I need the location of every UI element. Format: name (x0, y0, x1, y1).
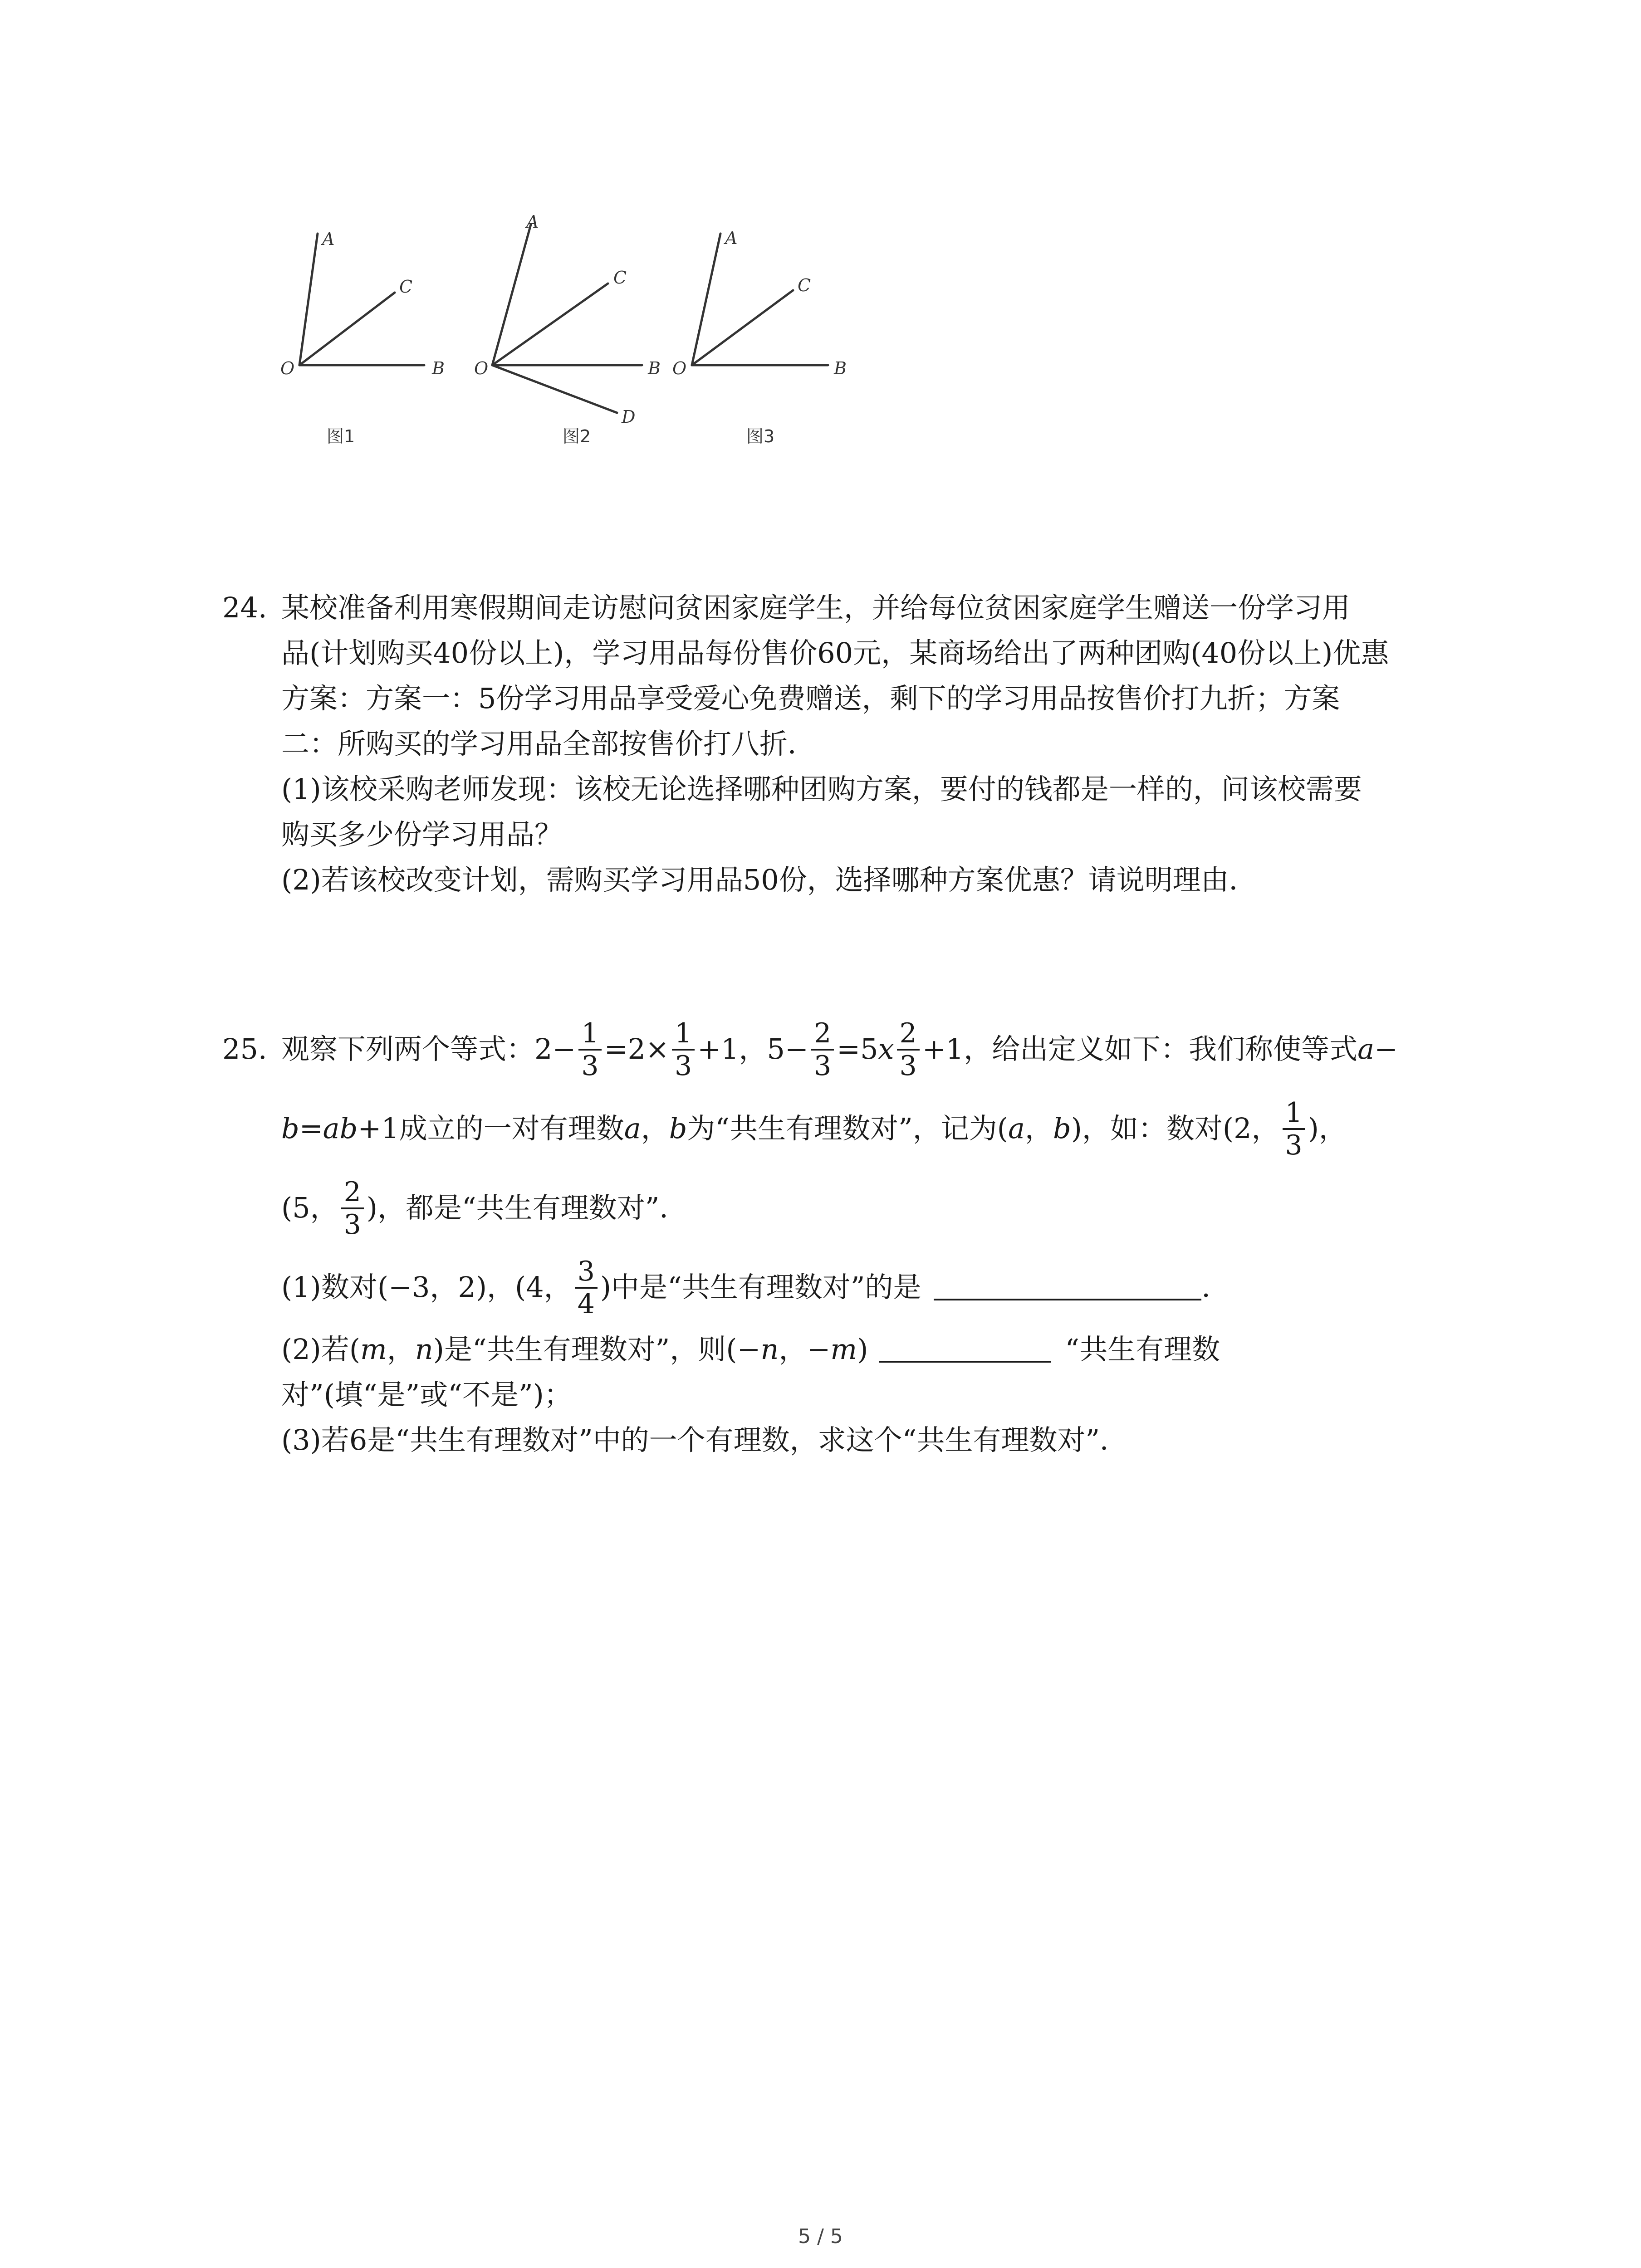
q24-line-4: 二：所购买的学习用品全部按售价打八折． (281, 727, 816, 760)
q25-var-a: a (1008, 1112, 1025, 1145)
fig3-label-b: B (834, 358, 847, 378)
q25-var-m: m (360, 1333, 387, 1366)
fraction-three-quarters (575, 1256, 598, 1320)
fraction-numerator: 2 (811, 1018, 834, 1051)
q25-l1-t3: +1，5− (697, 1032, 808, 1066)
q25-line-3 (222, 1168, 1447, 1247)
q25-l2-t1: = (299, 1112, 323, 1145)
q25-var-m: m (830, 1333, 857, 1366)
q25-var-n: n (415, 1333, 433, 1366)
q25-var-a: a (624, 1112, 641, 1145)
q25-l1-t1: 观察下列两个等式：2− (281, 1032, 576, 1066)
fig3-ray-oc (692, 290, 793, 365)
q25-part-3: (3)若6是“共生有理数对”中的一个有理数，求这个“共生有理数对”． (281, 1423, 1128, 1457)
fig2-label-b: B (648, 358, 661, 378)
fraction-denominator: 3 (674, 1050, 692, 1082)
fraction-numerator: 1 (578, 1018, 601, 1051)
q25-l3-t1: (5， (281, 1191, 338, 1224)
q24-part-1-line-2: 购买多少份学习用品？ (281, 818, 563, 851)
fraction-numerator: 2 (341, 1177, 364, 1209)
figure-1 (280, 229, 445, 446)
question-24 (222, 585, 1447, 903)
fraction-denominator: 3 (343, 1208, 361, 1241)
q25-l2-t3: ， (641, 1112, 669, 1145)
q24-number: 24. (222, 591, 267, 624)
q25-p2-t3: )是“共生有理数对”，则(− (433, 1333, 761, 1366)
fig2-ray-oa (492, 225, 531, 365)
fig3-ray-oa (692, 234, 720, 365)
q25-number: 25. (222, 1032, 267, 1066)
fraction-denominator: 3 (899, 1050, 917, 1082)
angle-figures (272, 213, 907, 467)
fig2-caption: 图2 (563, 426, 591, 446)
fraction-numerator: 2 (897, 1018, 920, 1051)
fig2-label-c: C (613, 268, 627, 288)
fig2-ray-oc (492, 284, 608, 365)
fraction-numerator: 1 (1283, 1097, 1305, 1130)
fraction-two-thirds (341, 1177, 364, 1240)
fig3-label-c: C (798, 275, 811, 295)
fraction-two-thirds (897, 1018, 920, 1081)
q25-p2-t5: ) (857, 1333, 868, 1366)
q25-p1-t1: (1)数对(−3，2)，(4， (281, 1271, 572, 1304)
fig2-label-a: A (526, 212, 539, 232)
q25-var-b: b (281, 1112, 299, 1145)
fraction-one-third (578, 1018, 601, 1081)
fig3-label-a: A (725, 228, 738, 248)
q25-p2-t2: ， (387, 1333, 415, 1366)
fig2-label-d: D (622, 407, 636, 427)
fraction-numerator: 3 (575, 1256, 598, 1289)
fig1-ray-oa (299, 234, 318, 365)
figures-svg (272, 213, 907, 467)
q25-p2-t6: “共生有理数 (1065, 1333, 1220, 1366)
q24-part-2: (2)若该校改变计划，需购买学习用品50份，选择哪种方案优惠？请说明理由． (281, 863, 1257, 896)
q25-line-1 (222, 1009, 1447, 1089)
fig1-label-c: C (399, 277, 413, 297)
q25-l2-t6: )，如：数对(2， (1071, 1112, 1280, 1145)
q25-part-2-line-1 (222, 1327, 1447, 1372)
q25-var-b: b (1053, 1112, 1071, 1145)
q25-l3-t2: )，都是“共生有理数对”． (366, 1191, 688, 1224)
fraction-one-third (672, 1018, 695, 1081)
q25-line-2 (222, 1089, 1447, 1168)
q25-l1-t4: =5 (837, 1032, 878, 1066)
fig3-label-o: O (672, 358, 687, 378)
fig1-label-a: A (322, 229, 335, 249)
q24-line-3: 方案：方案一：5份学习用品享受爱心免费赠送，剩下的学习用品按售价打九折；方案 (281, 682, 1340, 715)
q25-p1-t3: ． (1201, 1271, 1230, 1304)
q24-line-1 (222, 585, 1447, 631)
fraction-numerator: 1 (672, 1018, 695, 1051)
fig3-caption: 图3 (746, 426, 775, 446)
question-25 (222, 1009, 1447, 1463)
q25-l1-t2: =2× (604, 1032, 669, 1066)
answer-blank-1[interactable] (934, 1271, 1201, 1300)
q25-l2-t2: +1成立的一对有理数 (358, 1112, 624, 1145)
q25-var-x: x (878, 1032, 894, 1066)
q25-l1-t6: − (1374, 1032, 1398, 1066)
fraction-denominator: 3 (581, 1050, 599, 1082)
q24-part-1-line-1: (1)该校采购老师发现：该校无论选择哪种团购方案，要付的钱都是一样的，问该校需要 (281, 772, 1362, 806)
q24-line-2: 品(计划购买40份以上)，学习用品每份售价60元，某商场给出了两种团购(40份以上)优惠 (281, 636, 1389, 670)
q25-var-b: b (669, 1112, 687, 1145)
fraction-denominator: 4 (577, 1288, 595, 1320)
q25-p2-t4: ，− (779, 1333, 831, 1366)
q25-p2-t1: (2)若( (281, 1333, 361, 1366)
fig1-caption: 图1 (327, 426, 355, 446)
q25-var-ab: ab (323, 1112, 358, 1145)
fraction-denominator: 3 (813, 1050, 832, 1082)
page-number: 5 / 5 (798, 2225, 843, 2248)
q25-var-n: n (760, 1333, 779, 1366)
q25-p1-t2: )中是“共生有理数对”的是 (600, 1271, 921, 1304)
fig1-label-o: O (280, 358, 295, 378)
fraction-denominator: 3 (1285, 1129, 1303, 1161)
q25-l2-t4: 为“共生有理数对”，记为( (687, 1112, 1008, 1145)
q25-part-2-line-2: 对”(填“是”或“不是”)； (281, 1378, 572, 1411)
q25-part-1 (222, 1247, 1447, 1327)
answer-blank-2[interactable] (879, 1333, 1051, 1363)
fraction-two-thirds (811, 1018, 834, 1081)
q25-l1-t5: +1，给出定义如下：我们称使等式 (922, 1032, 1358, 1066)
q24-text-1: 某校准备利用寒假期间走访慰问贫困家庭学生，并给每位贫困家庭学生赠送一份学习用 (281, 591, 1351, 624)
q25-var-a: a (1357, 1032, 1375, 1066)
q25-l2-t5: ， (1024, 1112, 1053, 1145)
fig2-ray-od (492, 365, 617, 413)
fig1-label-b: B (432, 358, 445, 378)
fig1-ray-oc (299, 293, 395, 365)
fig2-label-o: O (474, 358, 489, 378)
fraction-one-third (1283, 1097, 1305, 1161)
q25-l2-t7: )， (1308, 1112, 1347, 1145)
figure-2 (474, 212, 661, 446)
figure-3 (672, 228, 847, 446)
